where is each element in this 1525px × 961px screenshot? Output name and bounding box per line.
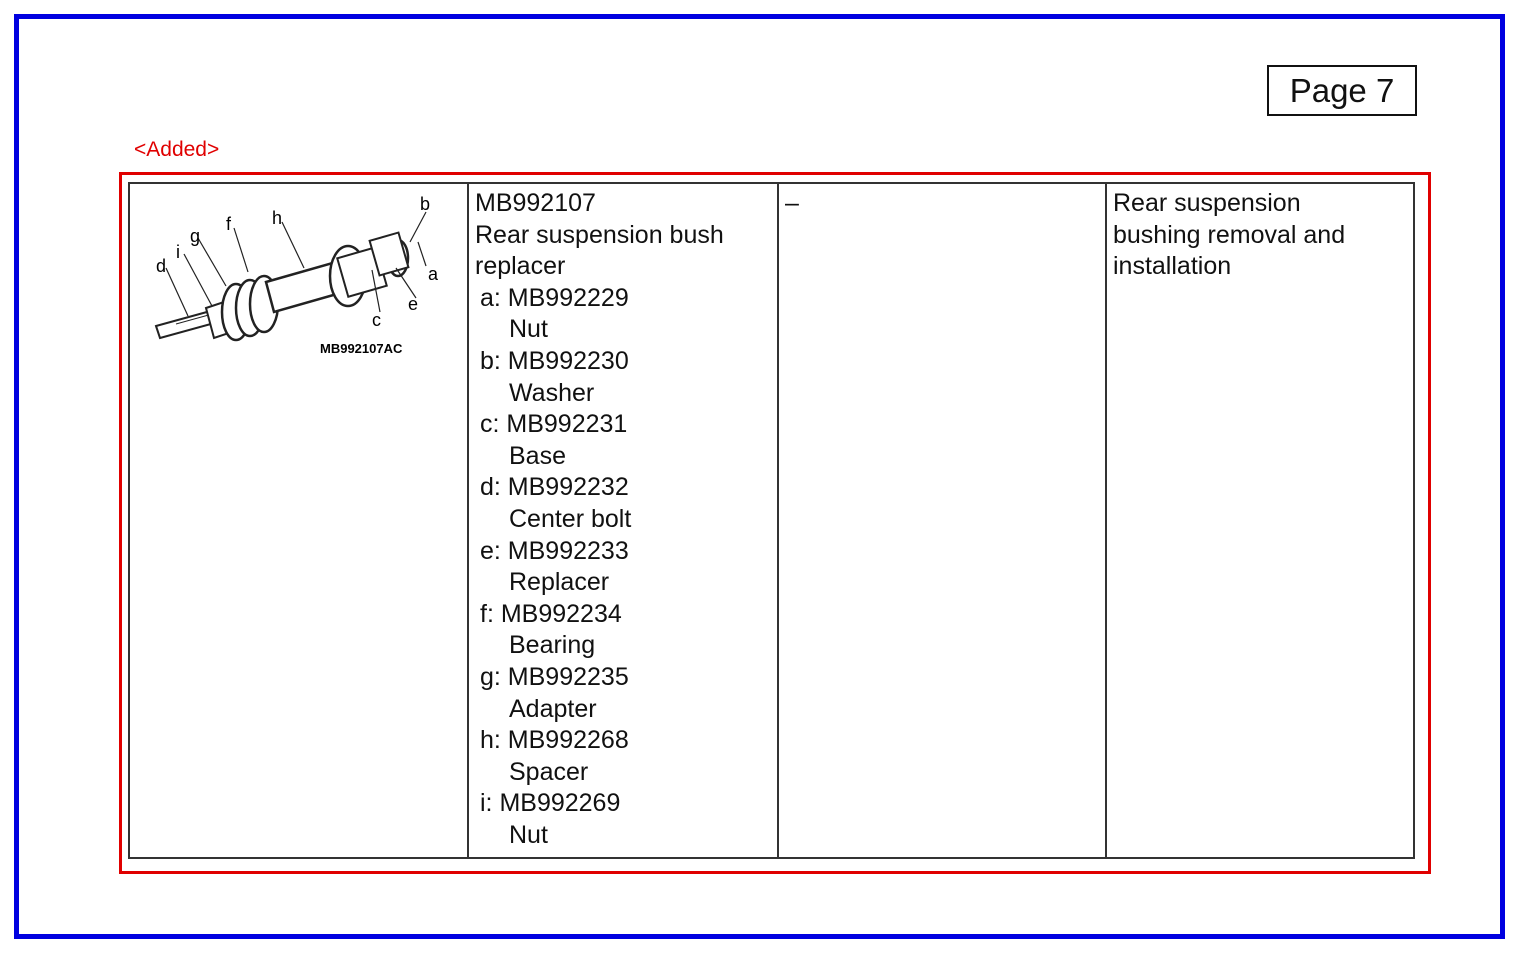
part-letter-h: h	[272, 208, 283, 228]
page-number-box	[1267, 65, 1417, 116]
tool-description-cell	[468, 183, 778, 858]
component-code: g: MB992235	[480, 662, 629, 691]
tool-number: MB992107	[475, 189, 596, 217]
page-number-label: Page 7	[1289, 71, 1395, 109]
application-line: bushing removal and	[1113, 220, 1346, 249]
component-name: Adapter	[509, 694, 597, 723]
component-name: Bearing	[509, 631, 596, 660]
part-letter-d: d	[156, 256, 167, 276]
part-letter-g: g	[190, 226, 201, 246]
component-code: b: MB992230	[480, 346, 629, 375]
application-cell	[1106, 183, 1414, 858]
component-name: Base	[509, 441, 566, 470]
supersession-value: –	[785, 189, 799, 217]
tool-name-line: replacer	[475, 252, 566, 281]
special-tool-table	[128, 182, 1415, 859]
part-letter-i: i	[176, 242, 180, 262]
illustration-code: MB992107AC	[320, 341, 403, 356]
part-letter-e: e	[408, 294, 419, 314]
application-line: Rear suspension	[1113, 189, 1301, 217]
component-name: Center bolt	[509, 504, 632, 533]
tool-name-line: Rear suspension bush	[475, 220, 724, 249]
part-letter-c: c	[372, 310, 381, 330]
table-row	[129, 183, 1414, 858]
component-code: h: MB992268	[480, 726, 629, 755]
component-name: Spacer	[509, 757, 589, 786]
component-name: Replacer	[509, 568, 610, 597]
component-name: Nut	[509, 315, 548, 344]
bush-replacer-drawing	[136, 188, 439, 368]
component-name: Nut	[509, 820, 548, 849]
component-code: i: MB992269	[480, 789, 621, 818]
part-letter-f: f	[226, 214, 232, 234]
component-code: a: MB992229	[480, 283, 629, 312]
component-code: f: MB992234	[480, 599, 622, 628]
part-letter-a: a	[428, 264, 439, 284]
tool-illustration-cell	[129, 183, 468, 858]
component-code: d: MB992232	[480, 473, 629, 502]
component-code: e: MB992233	[480, 536, 629, 565]
application-line: installation	[1113, 252, 1232, 281]
component-name: Washer	[509, 378, 595, 407]
part-letter-b: b	[420, 194, 431, 214]
added-label: <Added>	[134, 138, 220, 161]
component-code: c: MB992231	[480, 410, 628, 439]
supersession-cell	[778, 183, 1106, 858]
